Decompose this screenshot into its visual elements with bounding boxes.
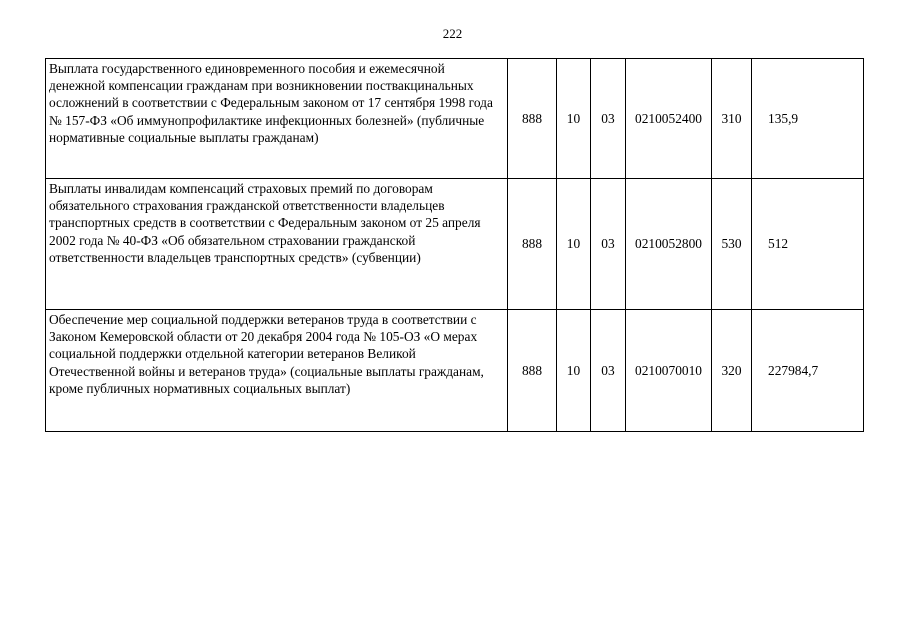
expense-type-code: 310: [712, 59, 752, 179]
row-description: Обеспечение мер социальной поддержки ветеранов труда в соответствии с Законом Кемеровской области от 20 декабря 2004 года № 105-ОЗ «О мерах социальной поддержки отдельной категории ветеранов Великой Отечественной войны и ветеранов труда» (социальные выплаты гражданам, кроме публичных нормативных социальных выплат): [46, 310, 508, 432]
target-article-code: 0210070010: [626, 310, 712, 432]
row-description: Выплата государственного единовременного пособия и ежемесячной денежной компенсации гражданам при возникновении поствакцинальных осложнений в соответствии с Федеральным законом от 17 сентября 1998 года № 157-ФЗ «Об иммунопрофилактике инфекционных болезней» (публичные нормативные социальные выплаты гражданам): [46, 59, 508, 179]
subsection-code: 03: [591, 310, 626, 432]
expense-type-code: 530: [712, 179, 752, 310]
subsection-code: 03: [591, 59, 626, 179]
ministry-code: 888: [508, 310, 557, 432]
table-row: [46, 179, 864, 310]
page-number: 222: [442, 26, 463, 41]
target-article-code: 0210052800: [626, 179, 712, 310]
table-row: [46, 59, 864, 179]
target-article-code: 0210052400: [626, 59, 712, 179]
amount-value: 135,9: [752, 59, 864, 179]
subsection-code: 03: [591, 179, 626, 310]
section-code: 10: [557, 179, 591, 310]
ministry-code: 888: [508, 179, 557, 310]
amount-value: 227984,7: [752, 310, 864, 432]
row-description: Выплаты инвалидам компенсаций страховых премий по договорам обязательного страхования гражданской ответственности владельцев транспортных средств в соответствии с Федеральным законом от 25 апреля 2002 года № 40-ФЗ «Об обязательном страховании гражданской ответственности владельцев транспортных средств» (субвенции): [46, 179, 508, 310]
budget-table: [45, 58, 864, 432]
ministry-code: 888: [508, 59, 557, 179]
section-code: 10: [557, 310, 591, 432]
table-row: [46, 310, 864, 432]
expense-type-code: 320: [712, 310, 752, 432]
amount-value: 512: [752, 179, 864, 310]
section-code: 10: [557, 59, 591, 179]
